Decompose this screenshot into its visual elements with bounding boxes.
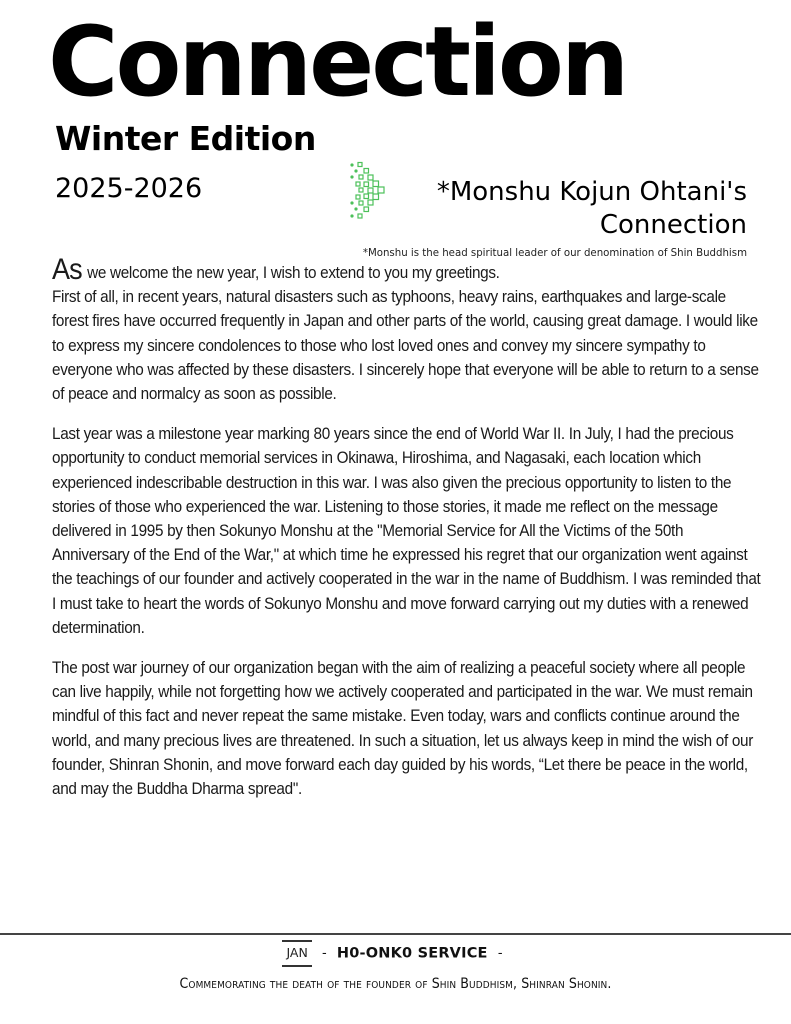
dash-separator: - [497, 946, 503, 961]
edition-years: 2025-2026 [55, 173, 203, 204]
edition-label: Winter Edition [55, 119, 316, 158]
monshu-heading-line1: *Monshu Kojun Ohtani's [436, 177, 747, 207]
event-month: JAN [282, 940, 311, 967]
paragraph-milestone: Last year was a milestone year marking 80 years since the end of World War II. In July, I had the precious opportunity to conduct memorial services in Okinawa, Hiroshima, and Nagasaki, each location which experienced indescribable destruction in this war. I was also given the precious opportunity to listen to the stories of those who experienced the war. Listening to those stories, it made me reflect on the message delivered in 1995 by then Sokunyo Monshu at the "Memorial Service for All the Victims of the 50th Anniversary of the End of the War," at which time he expressed his regret that our organization went against the teachings of our founder and actively cooperated in the war in the name of Buddhism. I was reminded that I must take to heart the words of Sokunyo Monshu and move forward carrying out my duties with a renewed determination. [52, 424, 761, 637]
greeting-rest: First of all, in recent years, natural disasters such as typhoons, heavy rains, earthquakes and large-scale forest fires have occurred frequently in Japan and other parts of the world, causing great damage. I would like to express my sincere condolences to those who lost loved ones and convey my sincere sympathy to everyone who was affected by these disasters. I sincerely hope that everyone will be able to return to a sense of peace and normalcy as soon as possible. [52, 287, 759, 404]
newsletter-title: Connection [48, 6, 627, 118]
drop-cap: As [52, 253, 82, 286]
dash-separator: - [322, 946, 327, 961]
event-line [0, 940, 791, 967]
event-name: H0-ONK0 SERVICE [336, 945, 488, 962]
greeting-first-line: we welcome the new year, I wish to extend to you my greetings. [87, 263, 500, 282]
paragraph-postwar: The post war journey of our organization began with the aim of realizing a peaceful society where all people can live happily, while not forgetting how we actively cooperated and participated in the war. We must remain mindful of this fact and never repeat the same mistake. Even today, wars and conflicts continue around the world, and many precious lives are threatened. In such a situation, let us always keep in mind the wish of our founder, Shinran Shonin, and move forward each day guided by his words, “Let there be peace in the world, and may the Buddha Dharma spread". [52, 658, 754, 799]
footer-divider [0, 933, 791, 935]
monshu-heading [437, 176, 747, 242]
monshu-footnote: *Monshu is the head spiritual leader of our denomination of Shin Buddhism [362, 248, 747, 259]
monshu-heading-line2: Connection [599, 210, 747, 240]
event-description: Commemorating the death of the founder of Shin Buddhism, Shinran Shonin. [179, 976, 612, 992]
green-dotted-arrow-icon [348, 161, 408, 221]
